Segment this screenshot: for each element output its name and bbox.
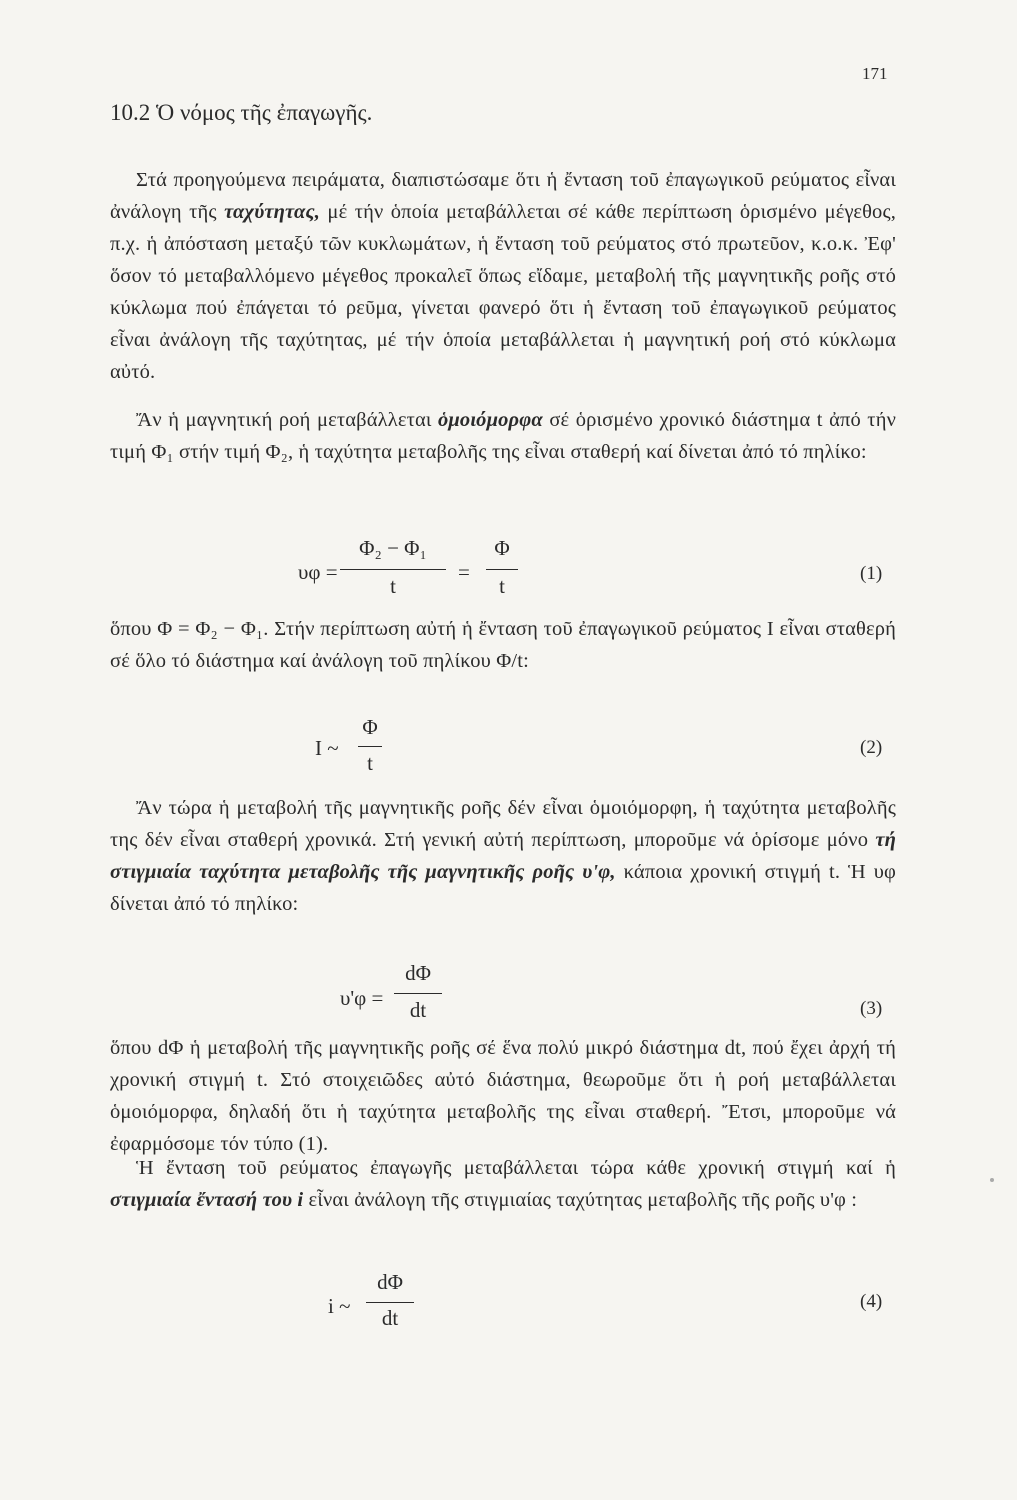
p4-emphasis: τή στιγμιαία ταχύτητα μεταβολῆς τῆς μαγνητικῆς ροῆς υ'φ,	[110, 829, 896, 883]
p2-text-a: Ἄν ἡ μαγνητική ροή μεταβάλλεται	[136, 409, 438, 431]
eq1-numerator-2: Φ	[494, 536, 510, 560]
paragraph-6	[110, 1152, 896, 1216]
eq4-fraction-bar	[366, 1302, 414, 1303]
section-heading: 10.2 Ὁ νόμος τῆς ἐπαγωγῆς.	[110, 100, 373, 125]
eq1-denominator-1: t	[390, 574, 396, 598]
p1-text-a: Στά προηγούμενα πειράματα, διαπιστώσαμε ὅτι ἡ ἔνταση τοῦ ἐπαγωγικοῦ ρεύματος εἶναι ἀνάλογη τῆς	[110, 169, 896, 223]
page-number: 171	[862, 64, 888, 83]
eq3-denominator: dt	[409, 998, 427, 1022]
p3-text: ὅπου Φ = Φ₂ − Φ₁. Στήν περίπτωση αὐτή ἡ ἔνταση τοῦ ἐπαγωγικοῦ ρεύματος I εἶναι σταθερή σέ ὅλο τό διάστημα καί ἀνάλογη τοῦ πηλίκου Φ/t:	[110, 618, 896, 672]
p6-emphasis: στιγμιαία ἔντασή του i	[110, 1189, 304, 1211]
eq3-numerator: dΦ	[405, 961, 431, 985]
eq4-lhs: i ~	[328, 1294, 351, 1318]
eq4-denominator: dt	[381, 1306, 399, 1330]
p4-text-c: κάποια χρονική στιγμή t. Ἡ υφ δίνεται ἀπό τό πηλίκο:	[110, 861, 896, 915]
eq1-equals: =	[458, 560, 470, 584]
eq2-denominator: t	[367, 751, 373, 775]
paragraph-1	[110, 164, 896, 388]
paragraph-5	[110, 1032, 896, 1160]
eq2-number: (2)	[860, 737, 883, 758]
p6-text-a: Ἡ ἔνταση τοῦ ρεύματος ἐπαγωγῆς μεταβάλλεται τώρα κάθε χρονική στιγμή καί ἡ	[136, 1157, 896, 1179]
p5-text: ὅπου dΦ ἡ μεταβολή τῆς μαγνητικῆς ροῆς σέ ἕνα πολύ μικρό διάστημα dt, πού ἔχει ἀρχή τή χρονική στιγμή t. Στό στοιχειῶδες αὐτό διάστημα, θεωροῦμε ὅτι ἡ ροή μεταβάλλεται ὁμοιόμορφα, δηλαδή ὅτι ἡ ταχύτητα μεταβολῆς της εἶναι σταθερή. Ἔτσι, μποροῦμε νά ἐφαρμόσομε τόν τύπο (1).	[110, 1037, 896, 1155]
eq1-denominator-2: t	[499, 574, 505, 598]
p6-text-c: εἶναι ἀνάλογη τῆς στιγμιαίας ταχύτητας μεταβολῆς τῆς ροῆς υ'φ :	[303, 1189, 858, 1211]
eq4-number: (4)	[860, 1291, 883, 1312]
eq3-fraction-bar	[394, 993, 442, 994]
eq2-numerator: Φ	[362, 715, 378, 739]
scan-speck	[990, 1178, 994, 1182]
eq1-fraction-bar-2	[486, 569, 518, 570]
p2-text-c: σέ ὁρισμένο χρονικό διάστημα t ἀπό τήν τιμή Φ₁ στήν τιμή Φ₂, ἡ ταχύτητα μεταβολῆς της εἶναι σταθερή καί δίνεται ἀπό τό πηλίκο:	[110, 409, 896, 463]
p1-emphasis: ταχύτητας,	[224, 201, 321, 223]
p1-text-c: μέ τήν ὁποία μεταβάλλεται σέ κάθε περίπτωση ὁρισμένο μέγεθος, π.χ. ἡ ἀπόσταση μεταξύ τῶν κυκλωμάτων, ἡ ἔνταση τοῦ ρεύματος στό πρωτεῦον, κ.ο.κ. Ἐφ' ὅσον τό μεταβαλλόμενο μέγεθος προκαλεῖ ὅπως εἴδαμε, μεταβολή τῆς μαγνητικῆς ροῆς στό κύκλωμα πού ἐπάγεται τό ρεῦμα, γίνεται φανερό ὅτι ἡ ἔνταση τοῦ ἐπαγωγικοῦ ρεύματος εἶναι ἀνάλογη τῆς ταχύτητας, μέ τήν ὁποία μεταβάλλεται ἡ μαγνητική ροή στό κύκλωμα αὐτό.	[110, 201, 896, 383]
paragraph-2	[110, 404, 896, 468]
eq1-numerator-1: Φ₂ − Φ₁	[359, 536, 427, 560]
p4-text-a: Ἄν τώρα ἡ μεταβολή τῆς μαγνητικῆς ροῆς δέν εἶναι ὁμοιόμορφη, ἡ ταχύτητα μεταβολῆς της δέν εἶναι σταθερή χρονικά. Στή γενική αὐτή περίπτωση, μποροῦμε νά ὁρίσομε μόνο	[110, 797, 896, 851]
eq2-lhs: I ~	[315, 736, 339, 760]
eq2-fraction-bar	[358, 746, 382, 747]
eq1-fraction-bar-1	[340, 569, 446, 570]
eq4-numerator: dΦ	[377, 1270, 403, 1294]
paragraph-3	[110, 613, 896, 677]
eq3-number: (3)	[860, 998, 883, 1019]
p2-emphasis: ὁμοιόμορφα	[437, 409, 543, 431]
eq1-number: (1)	[860, 563, 883, 584]
paragraph-4	[110, 792, 896, 920]
eq3-lhs: υ'φ =	[340, 986, 384, 1010]
eq1-lhs: υφ =	[298, 560, 338, 584]
